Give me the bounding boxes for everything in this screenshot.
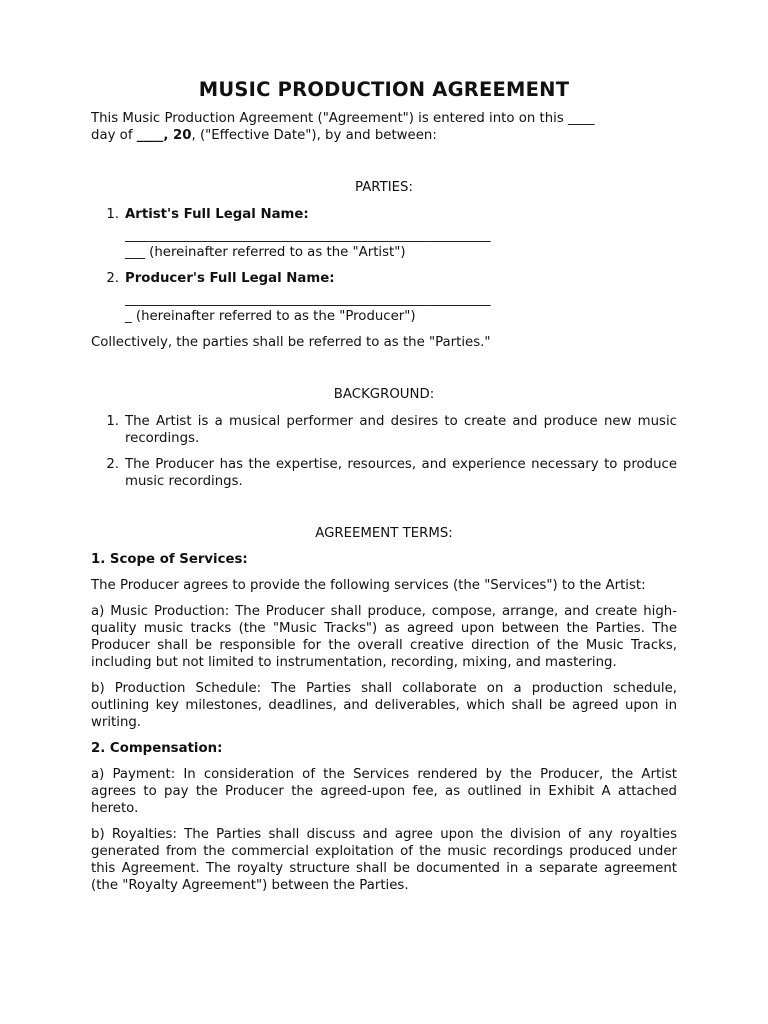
- scope-paragraph: a) Music Production: The Producer shall produce, compose, arrange, and create high-quality music tracks (the "Music Tracks") as agreed upon between the Parties. The Producer shall be responsible for the overall creative direction of the Music Tracks, including but not limited to instrumentation, recording, mixing, and mastering.: [91, 604, 677, 670]
- background-item-text: The Artist is a musical performer and desires to create and produce new music recordings.: [125, 414, 677, 446]
- background-item: [91, 456, 677, 490]
- parties-collective: Collectively, the parties shall be referred to as the "Parties.": [91, 335, 491, 350]
- intro-line-2-post: , ("Effective Date"), by and between:: [191, 128, 437, 143]
- section-heading-compensation: 2. Compensation:: [91, 741, 223, 756]
- background-item-text: The Producer has the expertise, resources, and experience necessary to produce music recordings.: [125, 457, 677, 489]
- intro-paragraph: [91, 110, 677, 144]
- parties-heading: PARTIES:: [355, 180, 413, 195]
- list-number: 1.: [106, 207, 119, 222]
- list-number: 1.: [106, 414, 119, 429]
- list-number: 2.: [106, 457, 119, 472]
- background-heading: BACKGROUND:: [333, 387, 435, 402]
- party-label: Artist's Full Legal Name:: [125, 207, 309, 222]
- party-name-blank: _______________________________________________________: [125, 228, 491, 243]
- scope-paragraph: The Producer agrees to provide the following services (the "Services") to the Artist:: [91, 578, 646, 593]
- party-item-artist: [91, 206, 677, 261]
- terms-heading: AGREEMENT TERMS:: [315, 526, 453, 541]
- party-label: Producer's Full Legal Name:: [125, 271, 335, 286]
- party-suffix: _ (hereinafter referred to as the "Producer"): [125, 309, 416, 324]
- section-heading-scope: 1. Scope of Services:: [91, 552, 248, 567]
- party-name-blank: _______________________________________________________: [125, 292, 491, 307]
- compensation-paragraph: a) Payment: In consideration of the Services rendered by the Producer, the Artist agrees to pay the Producer the agreed-upon fee, as outlined in Exhibit A attached hereto.: [91, 767, 677, 816]
- document-title: MUSIC PRODUCTION AGREEMENT: [198, 78, 570, 101]
- party-suffix: ___ (hereinafter referred to as the "Artist"): [125, 245, 406, 260]
- party-item-producer: [91, 270, 677, 325]
- compensation-paragraph: b) Royalties: The Parties shall discuss and agree upon the division of any royalties generated from the commercial exploitation of the music recordings produced under this Agreement. The royalty structure shall be documented in a separate agreement (the "Royalty Agreement") between the Parties.: [91, 827, 677, 893]
- scope-paragraph: b) Production Schedule: The Parties shall collaborate on a production schedule, outlining key milestones, deadlines, and deliverables, which shall be agreed upon in writing.: [91, 681, 677, 730]
- background-item: [91, 413, 677, 447]
- list-number: 2.: [106, 271, 119, 286]
- intro-date-blank: ____, 20: [136, 128, 192, 143]
- intro-line-1: This Music Production Agreement ("Agreement") is entered into on this ____: [91, 111, 595, 126]
- intro-line-2-pre: day of: [91, 128, 137, 143]
